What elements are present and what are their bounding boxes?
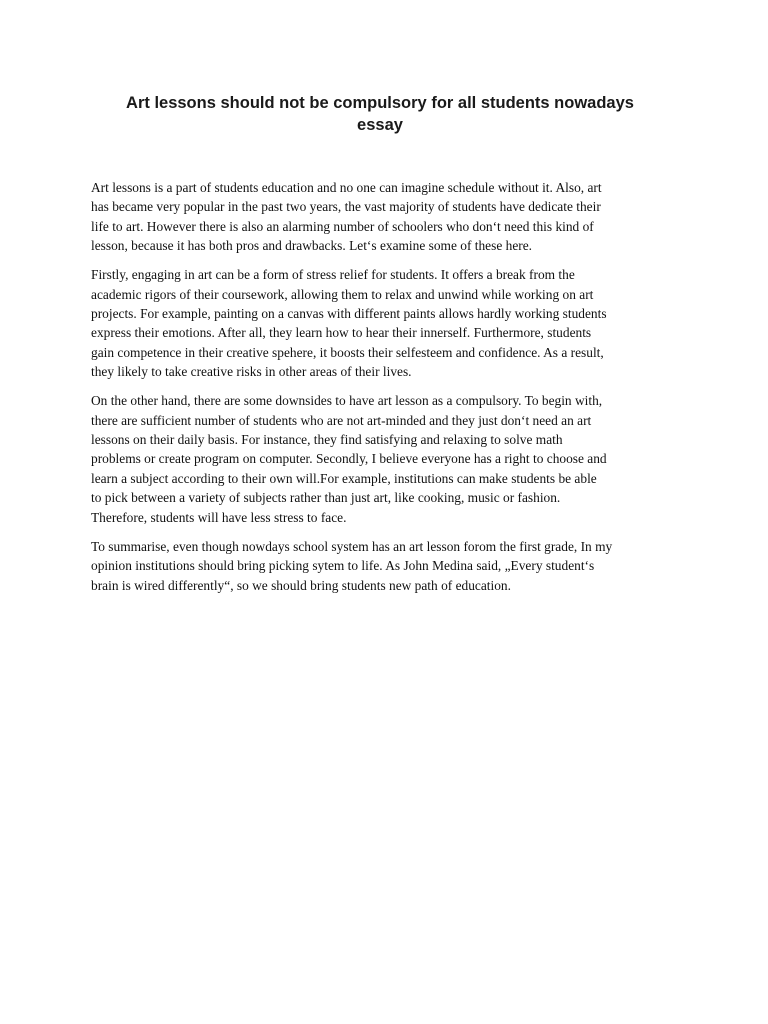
text-line: Firstly, engaging in art can be a form of stress relief for students. It offers a break from the [91,267,575,283]
text-line: problems or create program on computer. Secondly, I believe everyone has a right to choose and [91,451,607,467]
text-line: to pick between a variety of subjects rather than just art, like cooking, music or fashion. [91,490,561,506]
paragraph-conclusion [91,537,681,595]
title-line: essay [357,116,403,134]
text-line: On the other hand, there are some downsides to have art lesson as a compulsory. To begin with, [91,393,603,409]
text-line: projects. For example, painting on a canvas with different paints allows hardly working students [91,306,607,322]
paragraph-intro [91,178,681,256]
text-line: academic rigors of their coursework, allowing them to relax and unwind while working on art [91,286,594,302]
text-line: express their emotions. After all, they learn how to hear their innerself. Furthermore, students [91,325,592,341]
text-line: has became very popular in the past two years, the vast majority of students have dedicate their [91,199,601,215]
paragraph-pros [91,265,681,381]
text-line: life to art. However there is also an alarming number of schoolers who don‘t need this kind of [91,218,594,234]
essay-title [80,92,680,136]
text-line: lesson, because it has both pros and drawbacks. Let‘s examine some of these here. [91,238,533,254]
title-line: Art lessons should not be compulsory for all students nowadays [126,94,634,112]
text-line: there are sufficient number of students who are not art-minded and they just don‘t need an art [91,412,592,428]
paragraph-cons [91,391,681,527]
text-line: Art lessons is a part of students education and no one can imagine schedule without it. Also, art [91,180,602,195]
text-line: Therefore, students will have less stress to face. [91,509,347,525]
text-line: To summarise, even though nowdays school system has an art lesson forom the first grade, In my [91,538,613,554]
text-line: learn a subject according to their own will.For example, institutions can make students be able [91,470,597,486]
text-line: lessons on their daily basis. For instance, they find satisfying and relaxing to solve math [91,432,563,448]
text-line: opinion institutions should bring picking sytem to life. As John Medina said, „Every student‘s [91,558,595,574]
text-line: they likely to take creative risks in other areas of their lives. [91,364,412,380]
text-line: gain competence in their creative spehere, it boosts their selfesteem and confidence. As a result, [91,344,604,360]
text-line: brain is wired differently“, so we should bring students new path of education. [91,577,511,593]
essay-body [91,178,681,605]
